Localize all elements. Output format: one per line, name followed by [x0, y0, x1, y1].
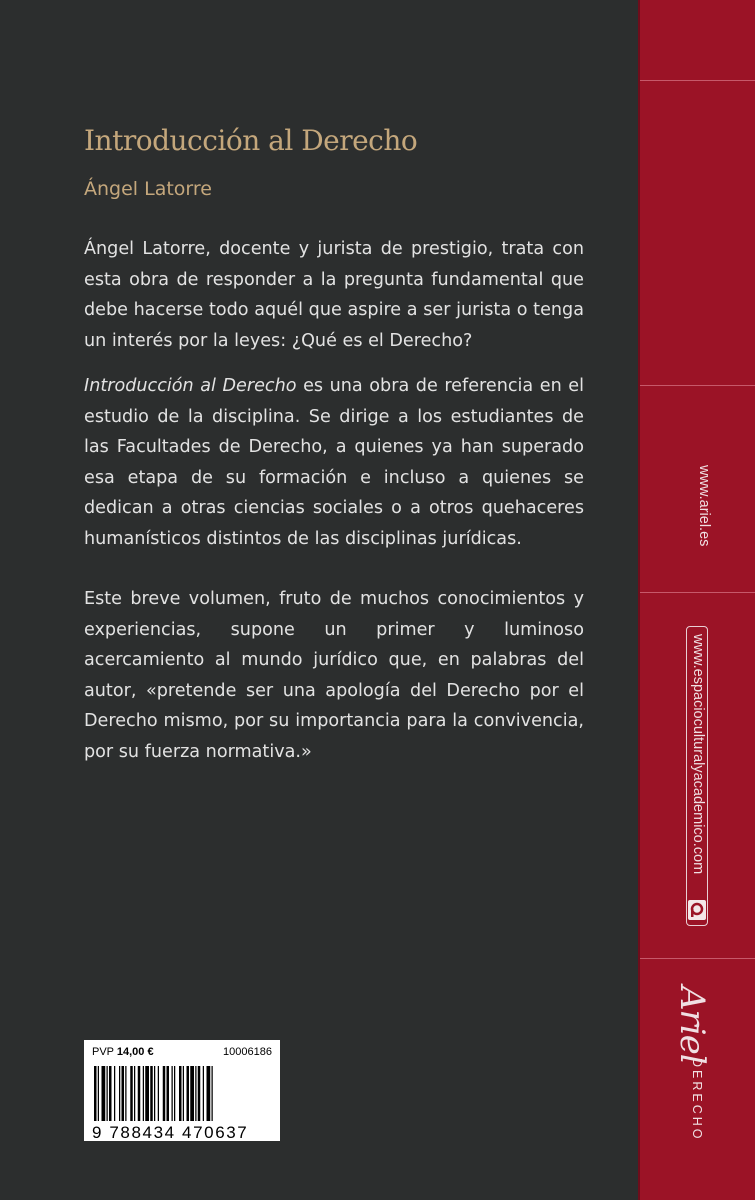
- product-code: 10006186: [223, 1046, 272, 1058]
- book-author: Ángel Latorre: [84, 178, 212, 200]
- blurb-paragraph-2: [84, 371, 584, 554]
- blurb-paragraph-3: Este breve volumen, fruto de muchos conocimientos y experiencias, supone un primer y luminoso acercamiento al mundo jurídico que, en palabras del autor, «pretende ser una apología del Derecho por el Derecho mismo, por su importancia para la convivencia, por su fuerza normativa.»: [84, 589, 584, 762]
- spine-divider: [638, 80, 755, 81]
- spine-divider: [638, 385, 755, 386]
- collection-name: DERECHO: [690, 1058, 704, 1142]
- spine-edge: [638, 0, 640, 1200]
- barcode-bars: [92, 1066, 272, 1121]
- price-line: [92, 1046, 154, 1060]
- blurb-paragraph-1: Ángel Latorre, docente y jurista de prestigio, trata con esta obra de responder a la pregunta fundamental que debe hacerse todo aquél que aspire a ser jurista o tenga un interés por la leyes: ¿Qué es el Derecho?: [84, 239, 584, 351]
- book-title: Introducción al Derecho: [84, 124, 418, 157]
- academic-url[interactable]: www.espacioculturalyacademico.com: [690, 634, 706, 875]
- blurb-paragraph-2-text: es una obra de referencia en el estudio de la disciplina. Se dirige a los estudiantes de las Facultades de Derecho, a quienes ya han superado esa etapa de su formación e incluso a quienes se dedican a otras ciencias sociales o a otros quehaceres humanísticos distintos de las disciplinas jurídicas.: [84, 376, 584, 549]
- blurb-title-italic: Introducción al Derecho: [84, 376, 297, 396]
- publisher-logo: Ariel: [672, 986, 712, 1064]
- planeta-logo-icon: [688, 900, 706, 920]
- spine-divider: [638, 958, 755, 959]
- pvp-label: PVP: [92, 1046, 114, 1058]
- publisher-url[interactable]: www.ariel.es: [696, 465, 712, 547]
- barcode-label: [84, 1040, 280, 1141]
- barcode-header: [92, 1046, 272, 1060]
- price-value: 14,00 €: [116, 1046, 154, 1058]
- isbn-digits: 9 788434 470637: [92, 1123, 249, 1142]
- spine-divider: [638, 592, 755, 593]
